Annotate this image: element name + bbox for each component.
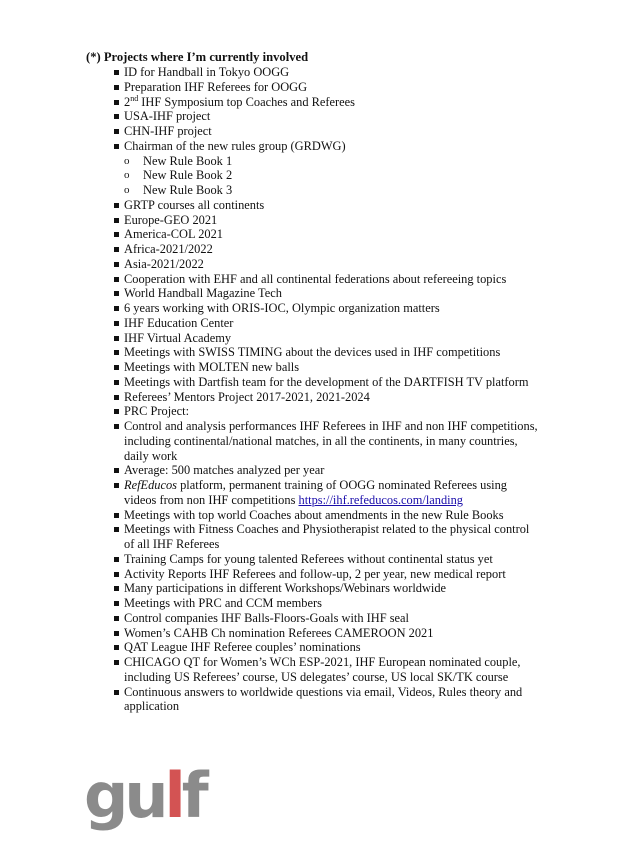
sub-list-item [124, 168, 542, 183]
refeducos-link[interactable]: https://ihf.refeducos.com/landing [298, 492, 463, 507]
item-text: Women’s CAHB Ch nomination Referees CAMEROON 2021 [124, 625, 434, 640]
list-item [124, 213, 542, 228]
ordinal-suffix: nd [130, 93, 139, 103]
item-text: ID for Handball in Tokyo OOGG [124, 65, 290, 79]
item-text: Cooperation with EHF and all continental federations about refereeing topics [124, 271, 507, 286]
item-text: IHF Virtual Academy [124, 330, 232, 345]
list-item [124, 581, 542, 596]
list-item [124, 375, 542, 390]
item-text: Training Camps for young talented Referees without continental status yet [124, 551, 493, 566]
item-text: QAT League IHF Referee couples’ nominations [124, 640, 361, 655]
watermark-logo: gulf [84, 759, 205, 832]
item-text: 6 years working with ORIS-IOC, Olympic organization matters [124, 301, 440, 315]
item-text: Europe-GEO 2021 [124, 212, 218, 227]
item-text: Meetings with Dartfish team for the development of the DARTFISH TV platform [124, 374, 529, 389]
list-item [124, 80, 542, 95]
list-item [124, 65, 542, 80]
section-heading: (*) Projects where I’m currently involved [86, 50, 309, 64]
platform-name: RefEducos [124, 478, 177, 492]
list-item [124, 508, 542, 523]
list-item [124, 242, 542, 257]
item-text: Many participations in different Workshops/Webinars worldwide [124, 581, 447, 596]
item-text: Meetings with SWISS TIMING about the devices used in IHF competitions [124, 345, 501, 360]
list-item [124, 567, 542, 582]
item-text: Referees’ Mentors Project 2017-2021, 2021-2024 [124, 389, 370, 404]
list-item [124, 316, 542, 331]
item-text: World Handball Magazine Tech [124, 286, 282, 301]
sub-list-item [124, 183, 542, 198]
list-item [124, 522, 542, 552]
item-text: Control and analysis performances IHF Referees in IHF and non IHF competitions, including continental/national matches, in all the continents, in many countries, daily work [124, 419, 538, 463]
list-item [124, 286, 542, 301]
list-item [124, 478, 542, 508]
list-item [124, 640, 542, 655]
list-item [124, 655, 542, 685]
item-text: Chairman of the new rules group (GRDWG) [124, 138, 346, 153]
list-item [124, 685, 542, 715]
item-text: IHF Symposium top Coaches and Referees [138, 94, 356, 109]
list-item [124, 611, 542, 626]
item-text: CHN-IHF project [124, 124, 212, 138]
list-item [124, 272, 542, 287]
list-item [124, 419, 542, 463]
sub-list-item [124, 154, 542, 169]
list-item [124, 124, 542, 139]
item-text: Activity Reports IHF Referees and follow-up, 2 per year, new medical report [124, 566, 506, 581]
item-text: GRTP courses all continents [124, 197, 265, 212]
list-item [124, 360, 542, 375]
list-item [124, 404, 542, 419]
item-text: Continuous answers to worldwide questions via email, Videos, Rules theory and application [124, 684, 523, 714]
item-text: Meetings with PRC and CCM members [124, 596, 322, 610]
item-text: Meetings with MOLTEN new balls [124, 360, 300, 374]
list-item [124, 227, 542, 242]
list-item [124, 257, 542, 272]
list-item [124, 463, 542, 478]
list-item [124, 596, 542, 611]
item-text: New Rule Book 1 [143, 153, 233, 168]
list-item [124, 331, 542, 346]
list-item [124, 139, 542, 154]
item-text: Preparation IHF Referees for OOGG [124, 79, 308, 94]
item-text: IHF Education Center [124, 315, 234, 330]
list-item [124, 390, 542, 405]
list-item [124, 552, 542, 567]
item-text: Africa-2021/2022 [124, 242, 213, 256]
list-item [124, 626, 542, 641]
list-item [124, 95, 542, 110]
list-item [124, 345, 542, 360]
projects-list [124, 65, 542, 714]
item-text: Average: 500 matches analyzed per year [124, 463, 325, 478]
item-text: New Rule Book 2 [143, 168, 233, 183]
item-text: Meetings with top world Coaches about amendments in the new Rule Books [124, 507, 504, 522]
item-text: Asia-2021/2022 [124, 256, 204, 271]
item-text: USA-IHF project [124, 109, 211, 124]
list-item [124, 301, 542, 316]
list-item [124, 198, 542, 213]
item-text: PRC Project: [124, 404, 190, 419]
item-text: New Rule Book 3 [143, 183, 233, 197]
ordinal: 2 [124, 94, 131, 109]
item-text: Control companies IHF Balls-Floors-Goals with IHF seal [124, 610, 409, 625]
item-text: CHICAGO QT for Women’s WCh ESP-2021, IHF European nominated couple, including US Referees’ course, US delegates’ course, US local SK/TK course [124, 655, 521, 684]
item-text: platform, permanent training of OOGG nominated Referees using videos from non IHF competitions [124, 478, 507, 507]
item-text: Meetings with Fitness Coaches and Physiotherapist related to the physical control of all IHF Referees [124, 522, 530, 551]
item-text: America-COL 2021 [124, 227, 223, 242]
list-item [124, 109, 542, 124]
